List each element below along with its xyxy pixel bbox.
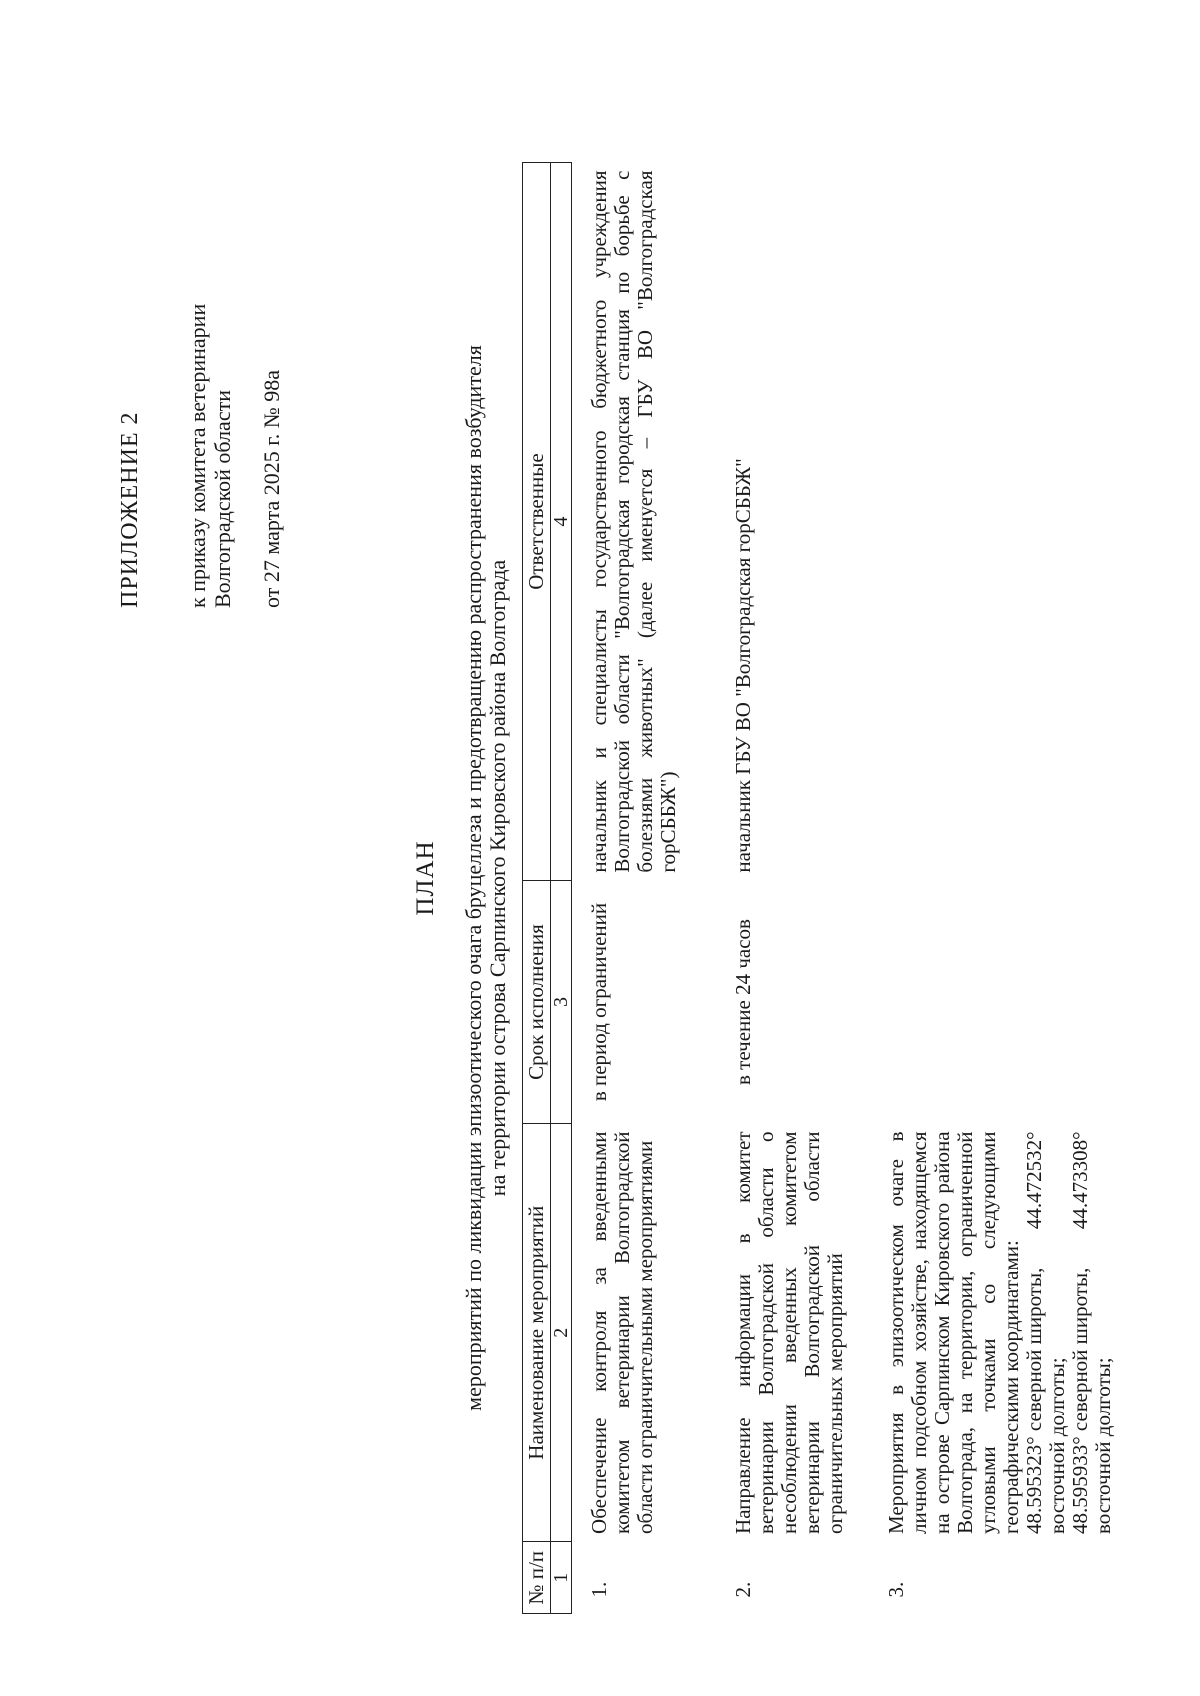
- row-activity-with-coordinates: [869, 1123, 1137, 1542]
- coordinate-longitude: 44.472532°: [1022, 1131, 1046, 1230]
- subtitle-line1: мероприятий по ликвидации эпизоотического очага бруцеллеза и предотвращению распространения возбудителя: [461, 345, 486, 1411]
- row-number: 3.: [884, 1581, 908, 1598]
- row-activity: Обеспечение контроля за введенными комитетом ветеринарии Волгоградской области ограничительными мероприятиями: [587, 1131, 657, 1534]
- coordinate-line: [1069, 1131, 1092, 1534]
- coordinate-longitude: 44.473308°: [1068, 1131, 1092, 1230]
- order-reference-line1: к приказу комитета ветеринарии: [185, 303, 210, 608]
- row-activity: Направление информации в комитет ветеринарии Волгоградской области о несоблюдении введенных комитетом ветеринарии Волгоградской области ограничительных мероприятий: [731, 1131, 847, 1534]
- coordinate-latitude: 48.595323° северной широты,: [1022, 1267, 1046, 1534]
- header-term: Срок исполнения: [523, 881, 551, 1124]
- row-responsible: [869, 163, 1137, 881]
- document-title: ПЛАН: [412, 840, 439, 916]
- appendix-label: ПРИЛОЖЕНИЕ 2: [117, 411, 143, 608]
- coordinate-tail: восточной долготы;: [1045, 1357, 1069, 1534]
- table-row: [702, 163, 869, 1614]
- document-page: [90, 118, 1115, 1638]
- row-responsible: начальник и специалисты государственного бюджетного учреждения Волгоградской области "Волгоградская городская станция по борьбе с болезнями животных" (далее именуется – ГБУ ВО "Волгоградская горСББЖ"): [587, 170, 680, 873]
- table-row: [572, 163, 703, 1614]
- header-index-2: 2: [551, 1123, 572, 1542]
- header-index-1: 1: [551, 1542, 572, 1614]
- coordinate-latitude: 48.595933° северной широты,: [1068, 1267, 1092, 1534]
- row-number: 2.: [731, 1581, 755, 1598]
- header-index-3: 3: [551, 881, 572, 1124]
- order-reference-line2: Волгоградской области: [210, 390, 235, 608]
- appendix-header: [118, 178, 284, 608]
- row-responsible: начальник ГБУ ВО "Волгоградская горСББЖ": [731, 458, 755, 873]
- subtitle-line2: на территории острова Сарпинского Кировского района Волгограда: [485, 559, 510, 1197]
- header-responsible: Ответственные: [523, 163, 551, 881]
- plan-table: [522, 162, 1137, 1614]
- row-term: [869, 881, 1137, 1124]
- coordinate-tail: восточной долготы;: [1091, 1357, 1115, 1534]
- row-number: 1.: [587, 1581, 611, 1598]
- row-term: в период ограничений: [587, 902, 611, 1102]
- coordinate-line: [1023, 1131, 1046, 1534]
- document-subtitle: [462, 118, 510, 1638]
- table-row: [869, 163, 1137, 1614]
- header-index-4: 4: [551, 163, 572, 881]
- row-activity: Мероприятия в эпизоотическом очаге в личном подсобном хозяйстве, находящемся на острове Сарпинском Кировского района Волгограда, на территории, ограниченной угловыми точками со следующими географическими координатами:: [884, 1131, 1023, 1534]
- row-term: в течение 24 часов: [731, 919, 755, 1085]
- order-date: от 27 марта 2025 г. № 98а: [259, 369, 284, 608]
- header-num: № п/п: [523, 1542, 551, 1614]
- header-name: Наименование мероприятий: [523, 1123, 551, 1542]
